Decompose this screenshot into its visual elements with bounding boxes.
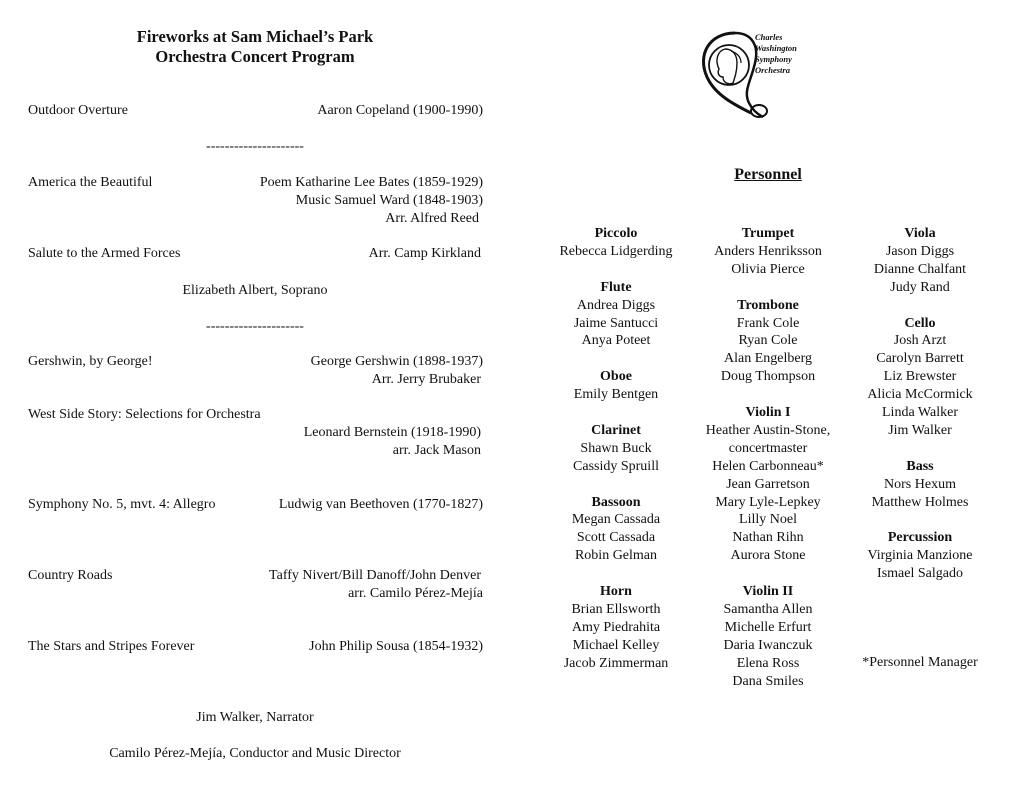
member-name: Samantha Allen [723, 601, 813, 617]
member-name: concertmaster [728, 440, 808, 456]
logo-line: Symphony [755, 54, 792, 64]
personnel-heading: Personnel [734, 166, 802, 183]
section-heading: Trombone [737, 297, 799, 313]
piece-arranger: Arr. Jerry Brubaker [371, 372, 481, 387]
member-name: Michelle Erfurt [724, 619, 812, 635]
member-name: Jason Diggs [885, 243, 955, 259]
piece-composer: George Gershwin (1898-1937) [310, 354, 483, 369]
member-name: Virginia Manzione [867, 548, 973, 564]
member-name: Nathan Rihn [732, 530, 804, 546]
member-name: Aurora Stone [730, 548, 806, 564]
personnel-column-3 [840, 225, 1000, 583]
member-name: Frank Cole [736, 315, 800, 331]
piece-title: Country Roads [28, 568, 113, 583]
member-name: Linda Walker [882, 405, 958, 421]
member-name: Andrea Diggs [576, 297, 656, 313]
section-heading: Flute [600, 279, 632, 295]
member-name: Judy Rand [890, 279, 950, 295]
piece-composer: Taffy Nivert/Bill Danoff/John Denver [269, 568, 481, 583]
section-heading: Percussion [887, 530, 953, 546]
logo-line: Orchestra [755, 65, 790, 75]
piece-arranger: Arr. Alfred Reed [385, 211, 479, 226]
piece-composer: Aaron Copeland (1900-1990) [317, 103, 483, 118]
member-name: Michael Kelley [572, 637, 660, 653]
member-name: Olivia Pierce [731, 261, 805, 277]
member-name: Megan Cassada [571, 512, 661, 528]
section-heading: Horn [600, 584, 632, 600]
program-title: Fireworks at Sam Michael’s Park [136, 27, 374, 46]
piece-title: Outdoor Overture [28, 103, 128, 118]
member-name: Lilly Noel [739, 512, 797, 528]
member-name: Daria Iwanczuk [723, 637, 813, 653]
piece-title: America the Beautiful [28, 175, 153, 190]
member-name: Ryan Cole [738, 333, 798, 349]
piece-composer: Ludwig van Beethoven (1770-1827) [278, 497, 483, 512]
member-name: Dana Smiles [732, 673, 804, 689]
member-name: Emily Bentgen [573, 387, 659, 403]
section-heading: Cello [904, 315, 936, 331]
member-name: Carolyn Barrett [876, 351, 964, 367]
narrator: Jim Walker, Narrator [196, 710, 314, 725]
piece-arranger: arr. Jack Mason [392, 443, 481, 458]
member-name: Matthew Holmes [871, 494, 969, 510]
orchestra-logo [695, 25, 815, 120]
member-name: Amy Piedrahita [571, 619, 661, 635]
piece-title: Salute to the Armed Forces [28, 246, 181, 261]
section-heading: Oboe [600, 369, 632, 385]
divider: --------------------- [206, 319, 304, 334]
member-name: Heather Austin-Stone, [705, 422, 831, 438]
personnel-column-1 [536, 225, 696, 673]
divider: --------------------- [206, 139, 304, 154]
piece-title: Gershwin, by George! [28, 354, 153, 369]
section-heading: Violin II [742, 584, 794, 600]
member-name: Josh Arzt [893, 333, 947, 349]
member-name: Shawn Buck [580, 440, 652, 456]
piece-title: The Stars and Stripes Forever [28, 639, 195, 654]
section-heading: Bass [906, 458, 934, 474]
member-name: Rebecca Lidgerding [559, 243, 673, 259]
soloist: Elizabeth Albert, Soprano [182, 283, 328, 298]
member-name: Liz Brewster [883, 369, 957, 385]
piece-composer: Poem Katharine Lee Bates (1859-1929) [259, 175, 483, 190]
section-heading: Trumpet [741, 226, 795, 241]
piece-title: West Side Story: Selections for Orchestra [28, 407, 261, 422]
member-name: Doug Thompson [720, 369, 816, 385]
member-name: Alicia McCormick [867, 387, 973, 403]
member-name: Anders Henriksson [714, 243, 822, 259]
program-subtitle: Orchestra Concert Program [155, 47, 355, 66]
member-name: Jacob Zimmerman [563, 655, 669, 671]
member-name: Nors Hexum [884, 476, 956, 492]
member-name: Dianne Chalfant [873, 261, 967, 277]
section-heading: Piccolo [594, 226, 638, 241]
french-horn-icon [695, 25, 815, 120]
member-name: Robin Gelman [574, 548, 658, 564]
personnel-footnote: *Personnel Manager [862, 655, 978, 670]
section-heading: Viola [904, 226, 936, 241]
member-name: Anya Poteet [581, 333, 651, 349]
member-name: Jean Garretson [726, 476, 810, 492]
section-heading: Violin I [745, 405, 791, 421]
personnel-column-2 [688, 225, 848, 691]
logo-line: Charles [755, 32, 783, 42]
member-name: Ismael Salgado [877, 566, 963, 582]
piece-title: Symphony No. 5, mvt. 4: Allegro [28, 497, 216, 512]
member-name: Elena Ross [736, 655, 800, 671]
member-name: Helen Carbonneau* [712, 458, 824, 474]
member-name: Mary Lyle-Lepkey [715, 494, 821, 510]
member-name: Cassidy Spruill [573, 458, 659, 474]
section-heading: Bassoon [591, 494, 641, 510]
conductor: Camilo Pérez-Mejía, Conductor and Music Director [109, 746, 401, 761]
piece-composer: John Philip Sousa (1854-1932) [309, 639, 483, 654]
member-name: Brian Ellsworth [571, 601, 661, 617]
logo-line: Washington [755, 43, 797, 53]
member-name: Scott Cassada [576, 530, 656, 546]
member-name: Alan Engelberg [724, 351, 812, 367]
member-name: Jim Walker [888, 422, 952, 438]
section-heading: Clarinet [591, 422, 641, 438]
piece-arranger: arr. Camilo Pérez-Mejía [348, 586, 483, 601]
piece-composer: Music Samuel Ward (1848-1903) [295, 193, 483, 208]
member-name: Jaime Santucci [573, 315, 659, 331]
piece-composer: Leonard Bernstein (1918-1990) [303, 425, 481, 440]
piece-arranger: Arr. Camp Kirkland [368, 246, 481, 261]
